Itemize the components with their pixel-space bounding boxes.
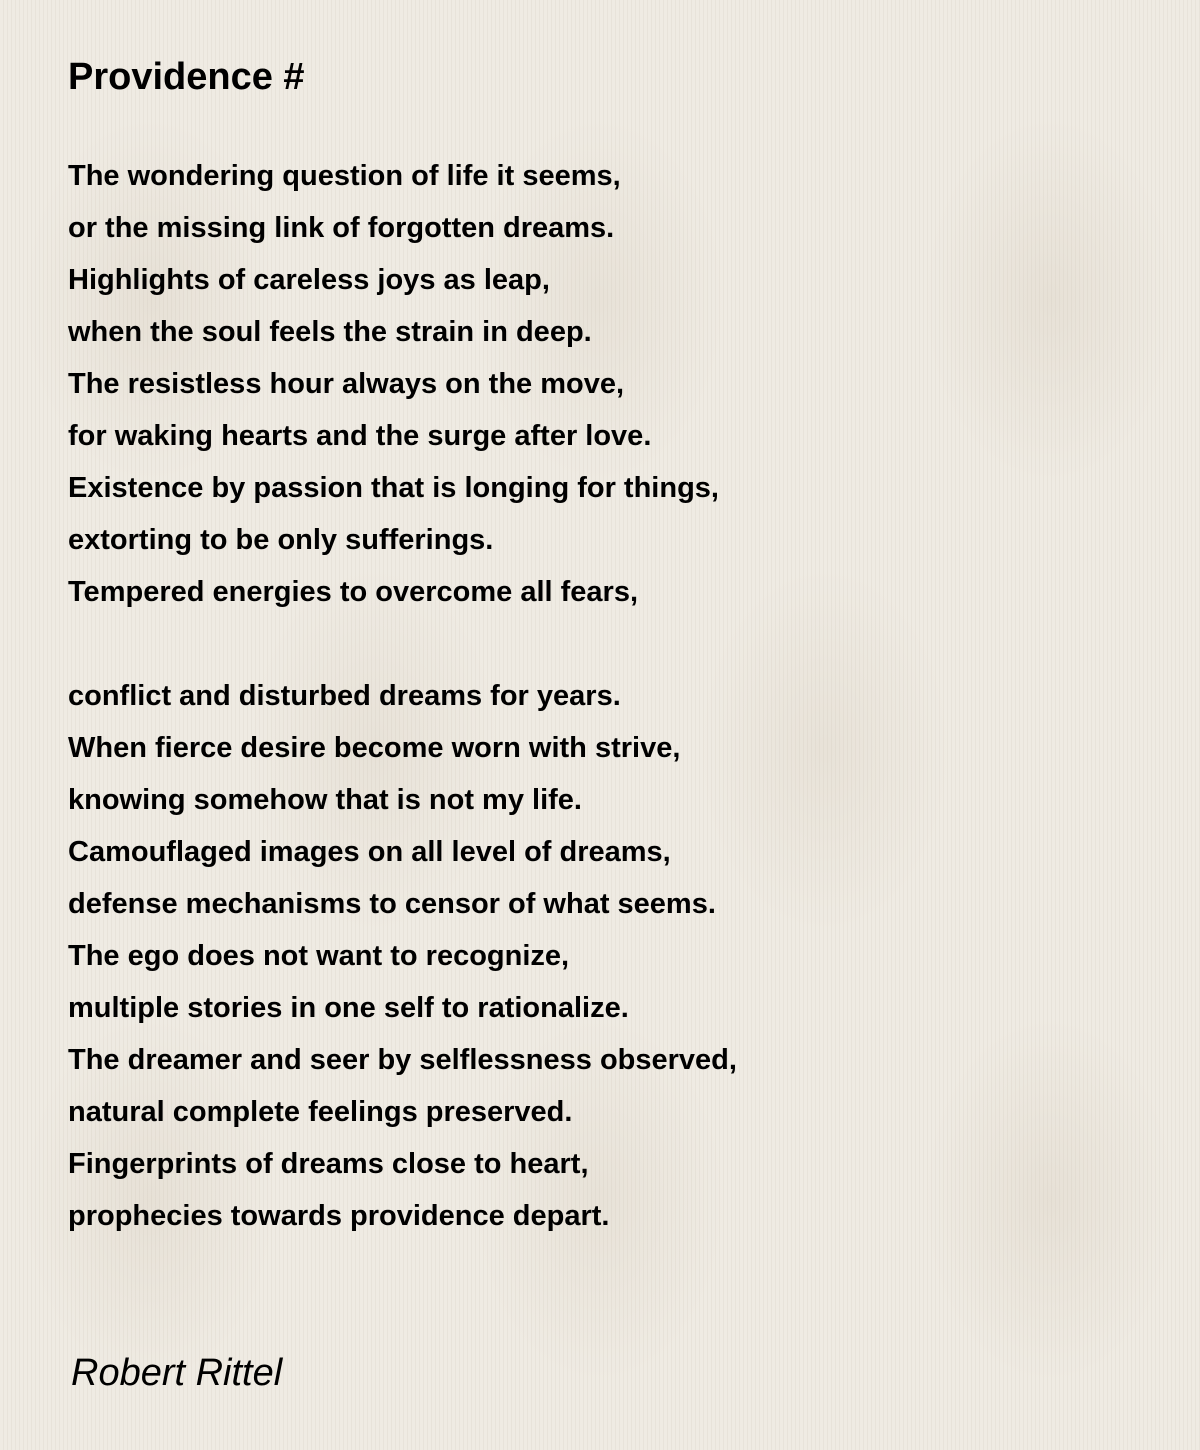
poem-line: Tempered energies to overcome all fears, (68, 576, 639, 608)
poem-line: extorting to be only sufferings. (68, 524, 494, 556)
poem-line: The dreamer and seer by selflessness observed, (68, 1044, 737, 1076)
poem-line: The resistless hour always on the move, (68, 368, 625, 400)
poem-line: natural complete feelings preserved. (68, 1096, 573, 1128)
poem-author: Robert Rittel (71, 1352, 283, 1394)
poem-line: for waking hearts and the surge after love. (68, 420, 652, 452)
poem-stanza-2 (68, 670, 737, 1242)
poem-line: knowing somehow that is not my life. (68, 784, 582, 816)
poem-stanza-1 (68, 150, 737, 618)
poem-line: multiple stories in one self to rationalize. (68, 992, 629, 1024)
poem-line: Camouflaged images on all level of dreams, (68, 836, 671, 868)
poem-line: or the missing link of forgotten dreams. (68, 212, 615, 244)
poem-line: when the soul feels the strain in deep. (68, 316, 592, 348)
poem-title: Providence # (68, 56, 305, 98)
poem-line: conflict and disturbed dreams for years. (68, 680, 621, 712)
poem-line: defense mechanisms to censor of what seems. (68, 888, 716, 920)
poem-line: The ego does not want to recognize, (68, 940, 570, 972)
poem-line: prophecies towards providence depart. (68, 1200, 610, 1232)
poem-line: Existence by passion that is longing for things, (68, 472, 719, 504)
poem-body (68, 150, 737, 1242)
poem-line: Highlights of careless joys as leap, (68, 264, 550, 296)
poem-line: The wondering question of life it seems, (68, 160, 621, 192)
poem-line: When fierce desire become worn with strive, (68, 732, 681, 764)
poem-line: Fingerprints of dreams close to heart, (68, 1148, 589, 1180)
